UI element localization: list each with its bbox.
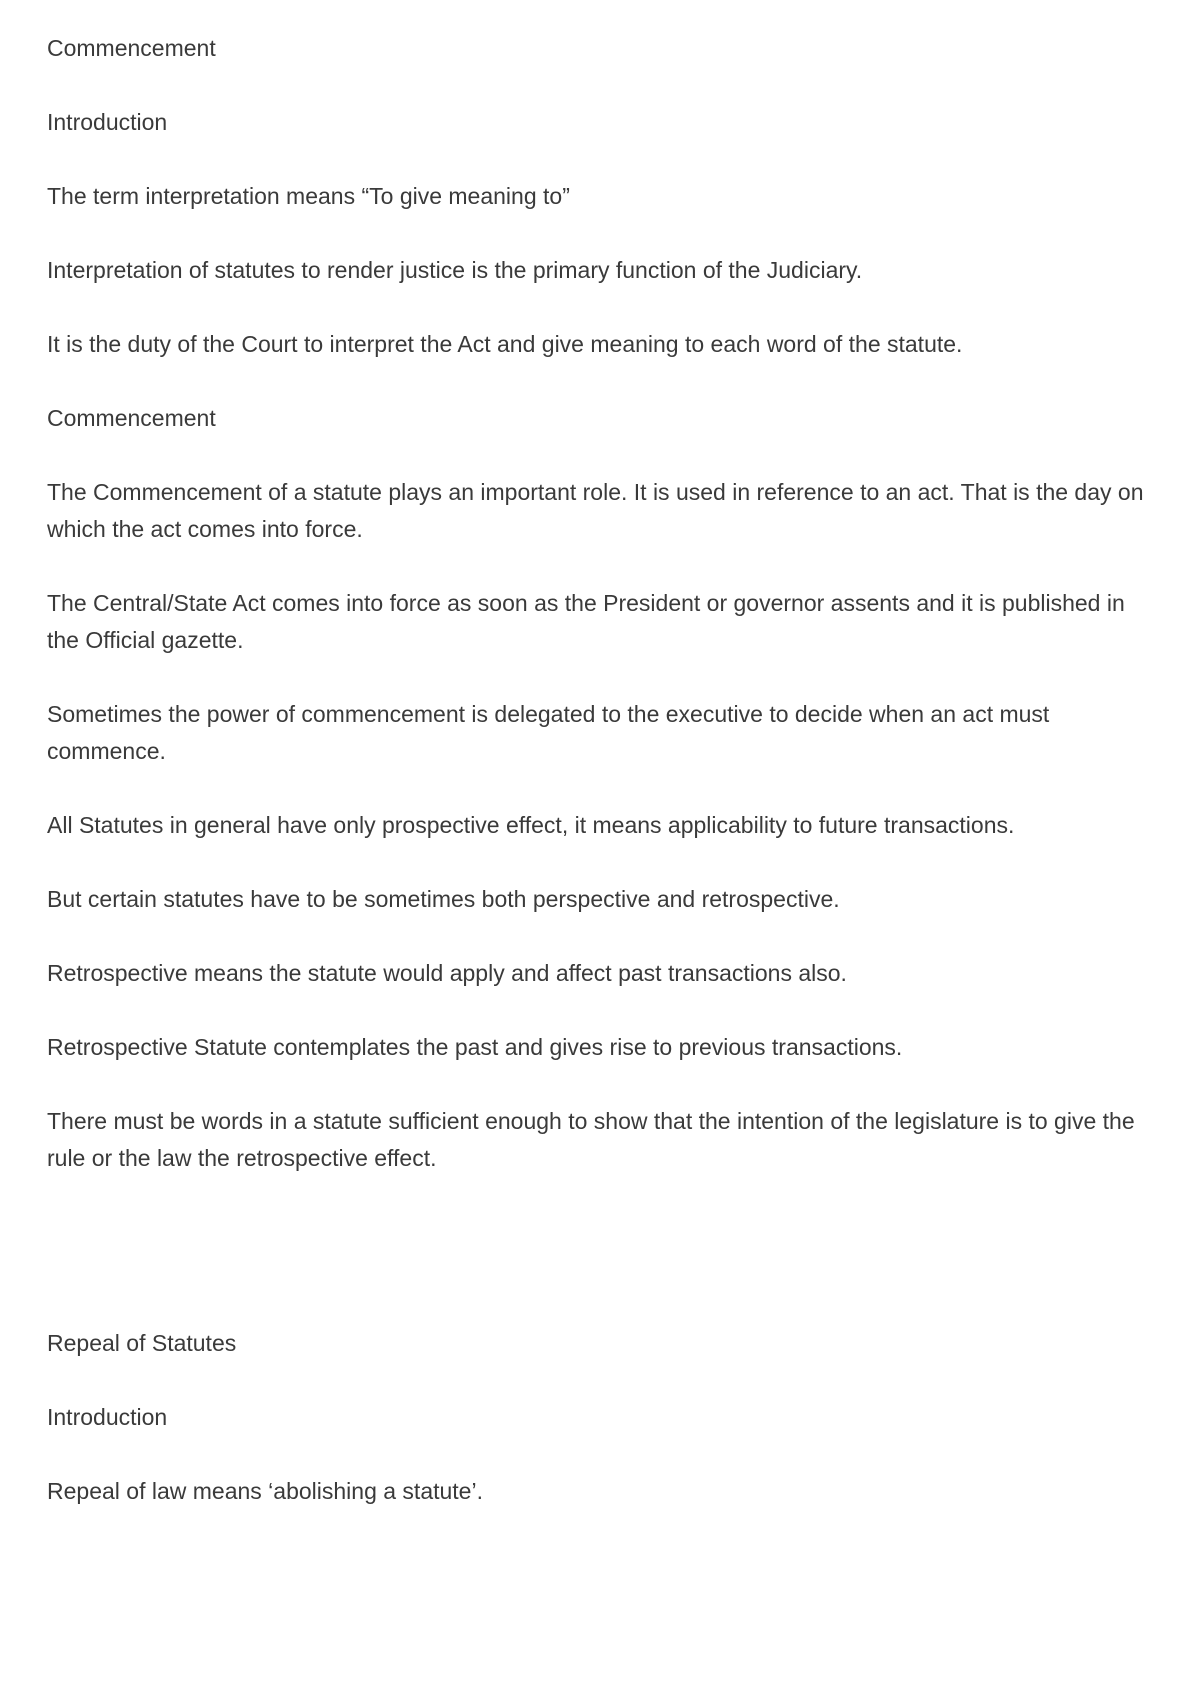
paragraph: The term interpretation means “To give meaning to” [47,183,570,209]
paragraph: Retrospective Statute contemplates the past and gives rise to previous transactions. [47,1034,903,1060]
section-intro-heading: Introduction [47,1404,168,1430]
document-page [47,30,1157,1547]
paragraph: All Statutes in general have only prospective effect, it means applicability to future transactions. [47,812,1015,838]
section-title-commencement: Commencement [47,35,216,61]
section-intro-heading: Introduction [47,109,168,135]
paragraph: Retrospective means the statute would apply and affect past transactions also. [47,960,847,986]
paragraph: Sometimes the power of commencement is delegated to the executive to decide when an act must commence. [47,701,1050,764]
paragraph: The Commencement of a statute plays an important role. It is used in reference to an act. That is the day on which the act comes into force. [47,479,1144,542]
paragraph: Repeal of law means ‘abolishing a statute’. [47,1478,483,1504]
subheading-commencement: Commencement [47,405,216,431]
paragraph: Interpretation of statutes to render justice is the primary function of the Judiciary. [47,257,863,283]
section-title-repeal: Repeal of Statutes [47,1330,237,1356]
paragraph: The Central/State Act comes into force as soon as the President or governor assents and it is published in the Official gazette. [47,590,1125,653]
paragraph: But certain statutes have to be sometimes both perspective and retrospective. [47,886,840,912]
section-spacer [47,1214,1157,1325]
paragraph: It is the duty of the Court to interpret the Act and give meaning to each word of the statute. [47,331,963,357]
paragraph: There must be words in a statute sufficient enough to show that the intention of the legislature is to give the rule or the law the retrospective effect. [47,1108,1135,1171]
